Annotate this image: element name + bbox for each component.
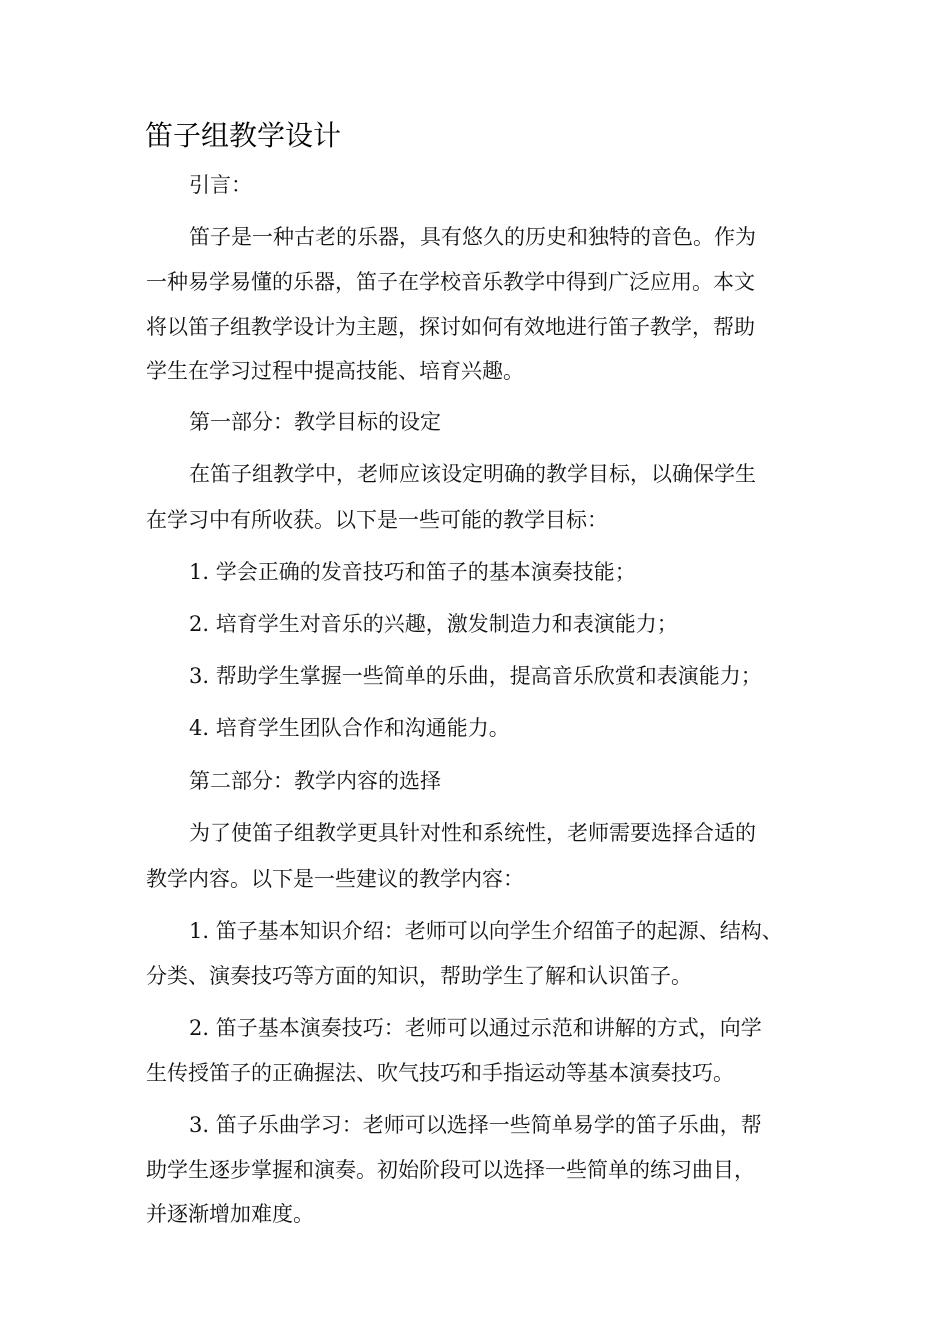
part1-paragraph-line: 在学习中有所收获。以下是一些可能的教学目标：: [146, 508, 608, 532]
content-item-1-line: 1. 笛子基本知识介绍：老师可以向学生介绍笛子的起源、结构、: [189, 919, 783, 943]
intro-line: 将以笛子组教学设计为主题，探讨如何有效地进行笛子教学，帮助: [146, 315, 755, 339]
section-heading-part2: 第二部分：教学内容的选择: [189, 769, 441, 793]
part2-paragraph-line: 教学内容。以下是一些建议的教学内容：: [146, 867, 524, 891]
goal-list-item: 1. 学会正确的发音技巧和笛子的基本演奏技能；: [189, 560, 636, 584]
section-heading-part1: 第一部分：教学目标的设定: [189, 410, 441, 434]
goal-list-item: 3. 帮助学生掌握一些简单的乐曲，提高音乐欣赏和表演能力；: [189, 664, 762, 688]
intro-label: 引言：: [189, 173, 252, 197]
content-item-1-line: 分类、演奏技巧等方面的知识，帮助学生了解和认识笛子。: [146, 964, 692, 988]
content-item-2-line: 生传授笛子的正确握法、吹气技巧和手指运动等基本演奏技巧。: [146, 1061, 734, 1085]
intro-line: 笛子是一种古老的乐器，具有悠久的历史和独特的音色。作为: [189, 225, 756, 249]
content-item-3-line: 并逐渐增加难度。: [146, 1202, 314, 1226]
page-title: 笛子组教学设计: [145, 119, 342, 152]
part2-paragraph-line: 为了使笛子组教学更具针对性和系统性，老师需要选择合适的: [189, 821, 756, 845]
content-item-3-line: 3. 笛子乐曲学习：老师可以选择一些简单易学的笛子乐曲，帮: [189, 1113, 762, 1137]
goal-list-item: 2. 培育学生对音乐的兴趣，激发制造力和表演能力；: [189, 612, 678, 636]
content-item-2-line: 2. 笛子基本演奏技巧：老师可以通过示范和讲解的方式，向学: [189, 1016, 762, 1040]
intro-line: 一种易学易懂的乐器，笛子在学校音乐教学中得到广泛应用。本文: [146, 270, 755, 294]
content-item-3-line: 助学生逐步掌握和演奏。初始阶段可以选择一些简单的练习曲目，: [146, 1158, 755, 1182]
intro-line: 学生在学习过程中提高技能、培育兴趣。: [146, 359, 524, 383]
goal-list-item: 4. 培育学生团队合作和沟通能力。: [189, 716, 510, 740]
part1-paragraph-line: 在笛子组教学中，老师应该设定明确的教学目标，以确保学生: [189, 462, 756, 486]
